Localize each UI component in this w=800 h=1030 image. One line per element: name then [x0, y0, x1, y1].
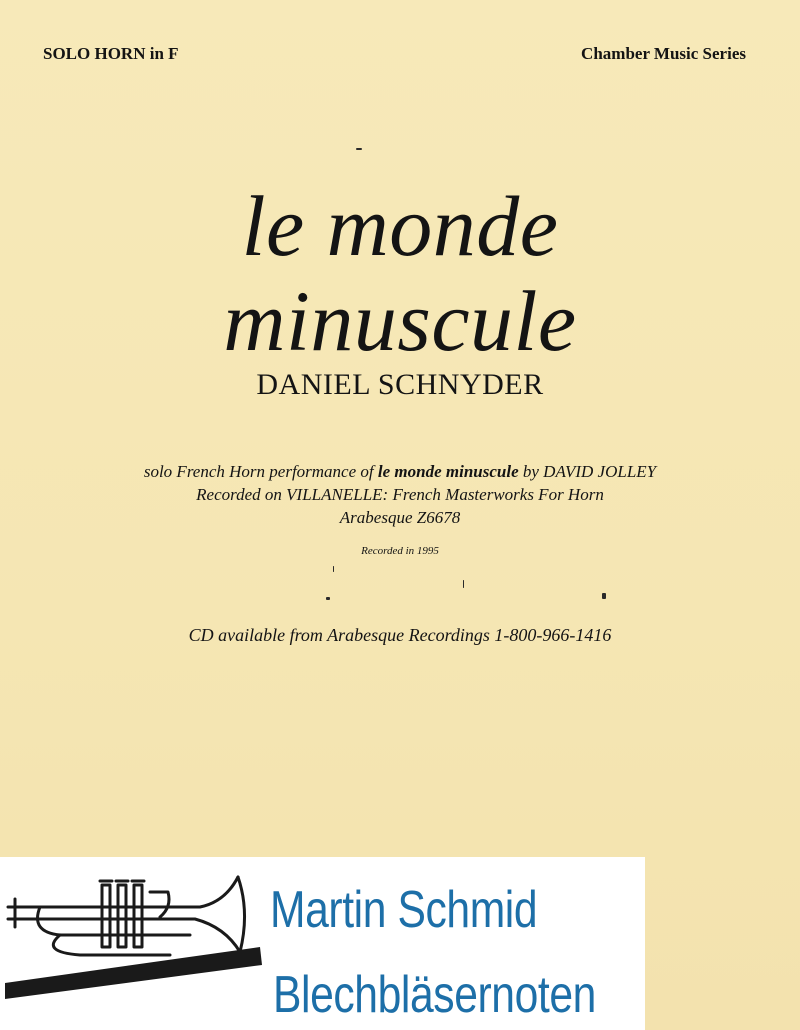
print-speck — [333, 566, 334, 572]
banner-brand-name: Martin Schmid — [270, 881, 538, 939]
credits-work-title: le monde minuscule — [377, 462, 519, 481]
credits-line-3: Arabesque Z6678 — [339, 508, 461, 527]
banner-brand-subtitle: Blechbläsernoten — [273, 966, 596, 1024]
print-speck — [356, 148, 362, 150]
credits-line-1-pre: solo French Horn performance of — [143, 462, 378, 481]
credits-line-1 — [0, 460, 800, 483]
print-speck — [463, 580, 464, 588]
print-speck — [326, 597, 330, 600]
print-speck — [602, 593, 606, 599]
credits-line-1-post: by DAVID JOLLEY — [518, 462, 657, 481]
credits-line-2: Recorded on VILLANELLE: French Masterworks For Horn — [196, 485, 604, 504]
cd-availability: CD available from Arabesque Recordings 1-800-966-1416 — [188, 625, 612, 645]
recorded-year: Recorded in 1995 — [361, 545, 439, 557]
retailer-banner — [0, 857, 645, 1030]
recording-credits — [0, 460, 800, 529]
composer-name: DANIEL SCHNYDER — [256, 368, 544, 401]
title-line-2: minuscule — [223, 273, 577, 369]
instrument-label: SOLO HORN in F — [43, 44, 179, 63]
title-line-1: le monde — [241, 178, 559, 274]
series-label: Chamber Music Series — [581, 44, 746, 63]
